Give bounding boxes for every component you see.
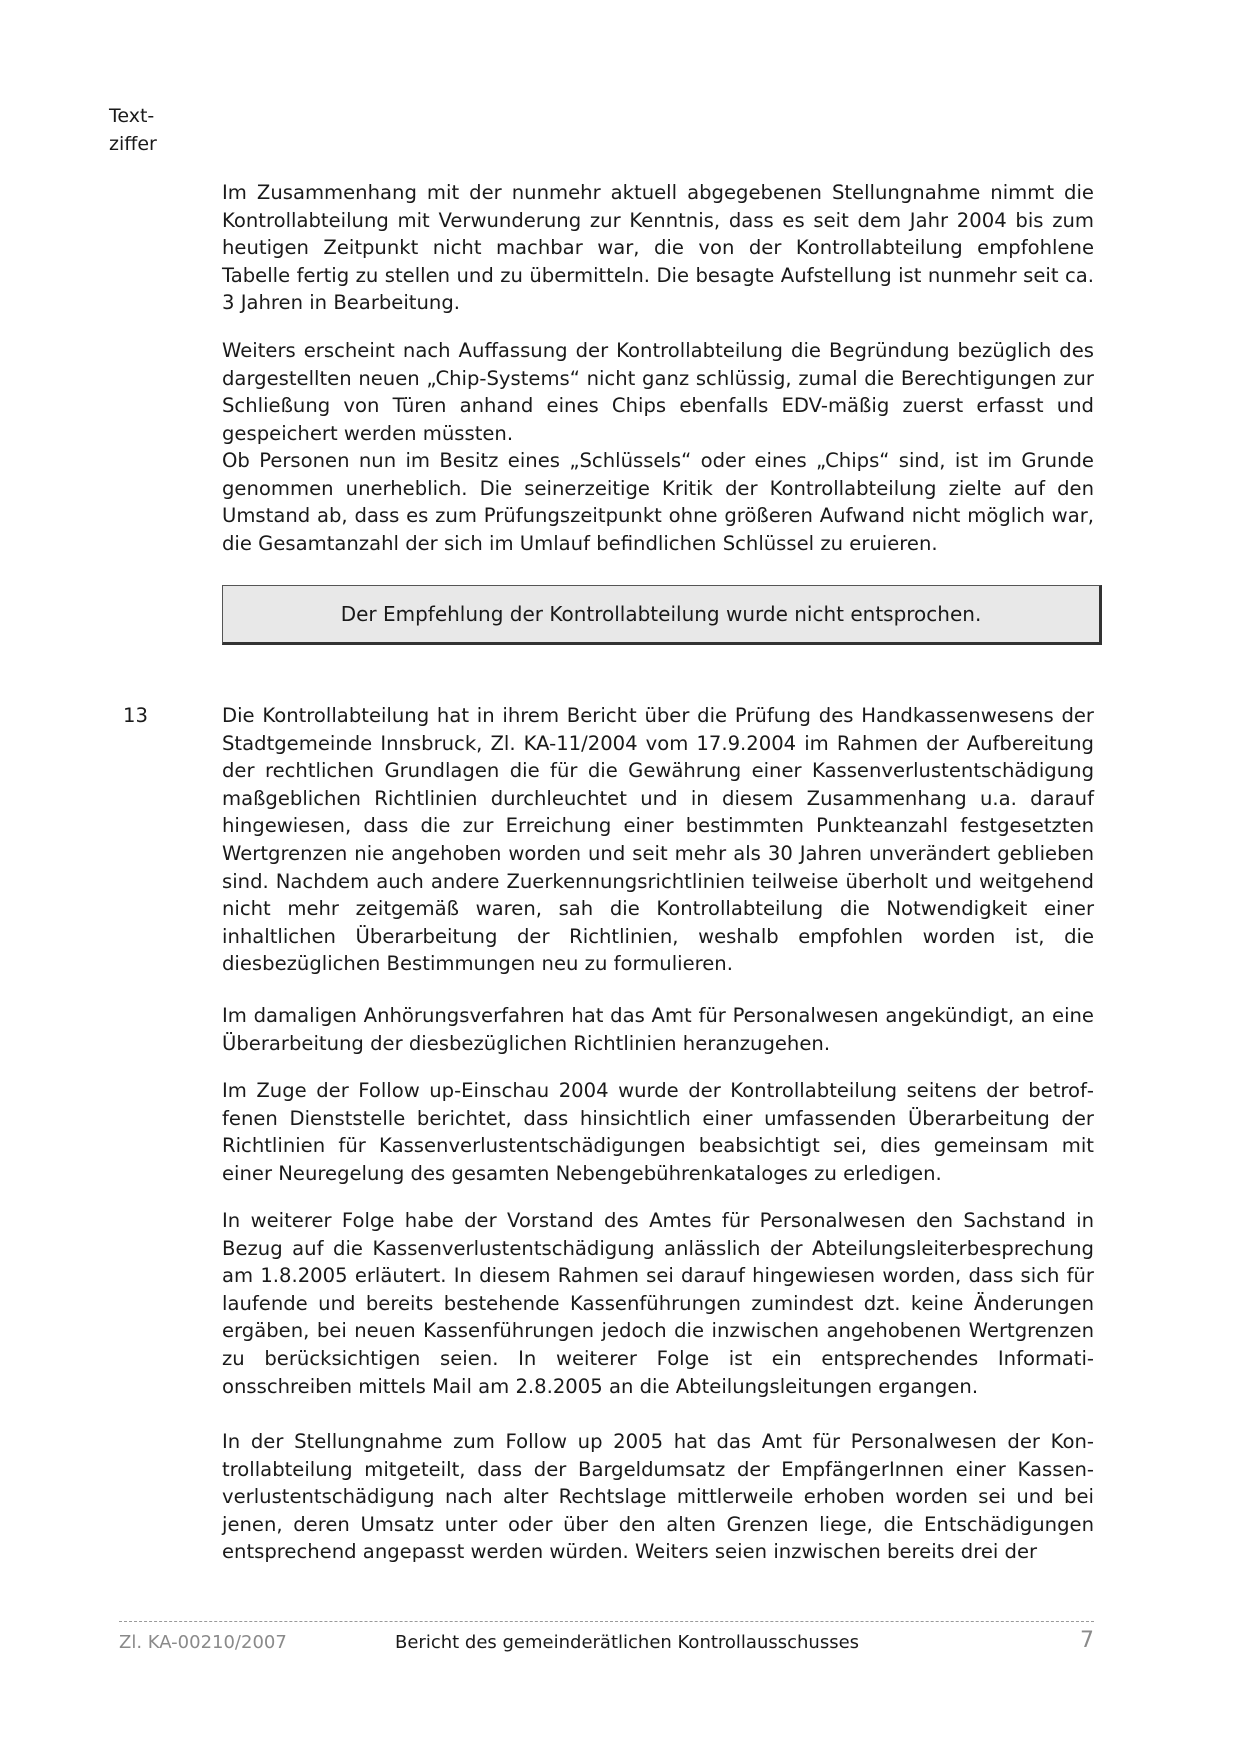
paragraph-text: Weiters erscheint nach Auffassung der Kontrollabteilung die Begründung bezüglich des dargestellten neuen „Chip-Systems“ nicht ganz schlüssig, zumal die Berechtigungen zur Schließung von Türen anhand eines Chips ebenfalls EDV-mäßig zuerst erfasst und gespeichert werden müssten. (222, 339, 1094, 445)
textziffer-label-line2: ziffer (109, 133, 157, 155)
paragraph-text: Im Zusammenhang mit der nunmehr aktuell abgegebenen Stellungnahme nimmt die Kontrollabteilung mit Verwunderung zur Kenntnis, dass es seit dem Jahr 2004 bis zum heutigen Zeitpunkt nicht machbar war, die von der Kontrollabteilung empfohlene Tabelle fertig zu stellen und zu übermitteln. Die besagte Aufstellung ist nunmehr seit ca. 3 Jahren in Bearbeitung. (222, 181, 1094, 315)
intro-paragraph-3 (222, 447, 1094, 557)
recommendation-box (222, 585, 1102, 645)
section-13-paragraph-5 (222, 1428, 1094, 1566)
textziffer-label-line1: Text- (109, 105, 155, 127)
footer-reference: Zl. KA-00210/2007 (119, 1632, 287, 1653)
paragraph-text: Im Zuge der Follow up-Einschau 2004 wurde der Kontrollabteilung seitens der betroffenen Dienststelle berichtet, dass hinsichtlich einer umfassenden Überarbeitung der Richtlinien für Kassenverlustentschädigungen beabsichtigt sei, dies gemeinsam mit einer Neuregelung des gesamten Nebengebührenkataloges zu erledigen. (222, 1079, 1094, 1185)
section-13-paragraph-2 (222, 1002, 1094, 1057)
footer-divider (119, 1621, 1094, 1622)
section-13-paragraph-1 (222, 702, 1094, 978)
paragraph-text: In weiterer Folge habe der Vorstand des Amtes für Personalwesen den Sachstand in Bezug auf die Kassenverlustentschädigung anlässlich der Abteilungsleiterbesprechung am 1.8.2005 erläutert. In diesem Rahmen sei darauf hingewiesen worden, dass sich für laufende und bereits bestehende Kassenführungen zumindest dzt. keine Änderungen ergäben, bei neuen Kassenführungen jedoch die inzwischen angehobenen Wertgrenzen zu berücksichtigen seien. In weiterer Folge ist ein entsprechendes Informationsschreiben mittels Mail am 2.8.2005 an die Abteilungsleitungen ergangen. (222, 1209, 1094, 1398)
paragraph-text: Die Kontrollabteilung hat in ihrem Bericht über die Prüfung des Handkassenwesens der Stadtgemeinde Innsbruck, Zl. KA-11/2004 vom 17.9.2004 im Rahmen der Aufbereitung der rechtlichen Grundlagen die für die Gewährung einer Kassenverlustentschädigung maßgeblichen Richtlinien durchleuchtet und in diesem Zusammenhang u.a. darauf hingewiesen, dass die zur Erreichung einer bestimmten Punkteanzahl festgesetzten Wertgrenzen nie angehoben worden und seit mehr als 30 Jahren unverändert geblieben sind. Nachdem auch andere Zuerkennungsrichtlinien teilweise überholt und weitgehend nicht mehr zeitgemäß waren, sah die Kontrollabteilung die Notwendigkeit einer inhaltlichen Überarbeitung der Richtlinien, weshalb empfohlen worden ist, die diesbezüglichen Bestimmungen neu zu formulieren. (222, 704, 1094, 976)
paragraph-text: Ob Personen nun im Besitz eines „Schlüssels“ oder eines „Chips“ sind, ist im Grunde genommen unerheblich. Die seinerzeitige Kritik der Kontrollabteilung zielte auf den Umstand ab, dass es zum Prüfungszeitpunkt ohne größeren Aufwand nicht möglich war, die Gesamtanzahl der sich im Umlauf befindlichen Schlüssel zu eruieren. (222, 449, 1094, 555)
textziffer-label (109, 102, 157, 158)
section-number: 13 (123, 704, 148, 727)
section-13-paragraph-3 (222, 1077, 1094, 1187)
intro-paragraph-2 (222, 337, 1094, 447)
page-number: 7 (1080, 1628, 1094, 1653)
footer-title: Bericht des gemeinderätlichen Kontrollausschusses (395, 1632, 860, 1653)
intro-paragraph-1 (222, 179, 1094, 317)
paragraph-text: Im damaligen Anhörungsverfahren hat das Amt für Personalwesen angekündigt, an eine Überarbeitung der diesbezüglichen Richtlinien heranzugehen. (222, 1004, 1094, 1055)
recommendation-text: Der Empfehlung der Kontrollabteilung wurde nicht entsprochen. (340, 602, 982, 626)
paragraph-text: In der Stellungnahme zum Follow up 2005 hat das Amt für Personalwesen der Kontrollabteilung mitgeteilt, dass der Bargeldumsatz der EmpfängerInnen einer Kassenverlustentschädigung nach alter Rechtslage mittlerweile erhoben worden sei und bei jenen, deren Umsatz unter oder über den alten Grenzen liege, die Entschädigungen entsprechend angepasst werden würden. Weiters seien inzwischen bereits drei der (222, 1430, 1094, 1564)
section-13-paragraph-4 (222, 1207, 1094, 1400)
